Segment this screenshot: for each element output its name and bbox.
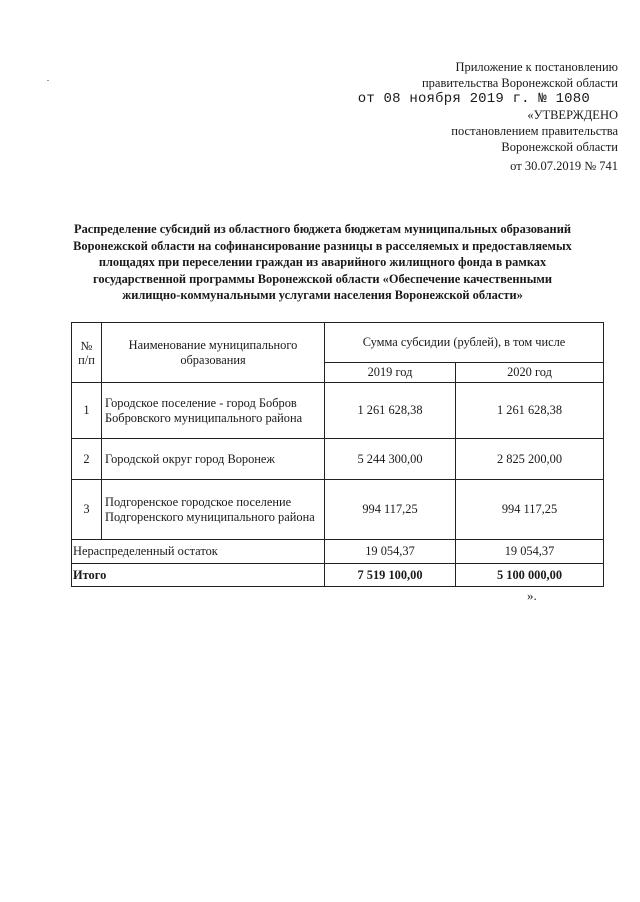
remainder-2019: 19 054,37 [325, 540, 456, 564]
total-row [72, 564, 604, 587]
header-municipality: Наименование муниципального образования [102, 323, 325, 383]
header-num: № п/п [72, 323, 102, 383]
remainder-row [72, 540, 604, 564]
total-2019: 7 519 100,00 [325, 564, 456, 587]
header-decree-date: от 08 ноября 2019 г. № 1080 [357, 91, 590, 107]
scan-speck [47, 80, 49, 81]
row-municipality: Подгоренское городское поселение Подгоренского муниципального района [102, 480, 325, 540]
row-municipality: Городской округ город Воронеж [102, 439, 325, 480]
header-government: правительства Воронежской области [421, 76, 618, 90]
row-sum-2019: 994 117,25 [325, 480, 456, 540]
remainder-label: Нераспределенный остаток [72, 540, 325, 564]
row-sum-2020: 2 825 200,00 [456, 439, 604, 480]
row-num: 3 [72, 480, 102, 540]
row-sum-2019: 5 244 300,00 [325, 439, 456, 480]
total-2020: 5 100 000,00 [456, 564, 604, 587]
row-municipality: Городское поселение - город Бобров Бобровского муниципального района [102, 383, 325, 439]
header-2019: 2019 год [325, 363, 456, 383]
table-header-row [72, 323, 604, 363]
header-approved: «УТВЕРЖДЕНО [527, 108, 618, 122]
table-row [72, 480, 604, 540]
row-sum-2020: 994 117,25 [456, 480, 604, 540]
document-title: Распределение субсидий из областного бюджета бюджетам муниципальных образований Воронежской области на софинансирование разницы в расселяемых и предоставляемых площадях при переселении граждан из аварийного жилищного фонда в рамках государственной программы Воронежской области «Обеспечение качественными жилищно-коммунальными услугами населения Воронежской области» [73, 222, 572, 302]
header-2020: 2020 год [456, 363, 604, 383]
row-sum-2020: 1 261 628,38 [456, 383, 604, 439]
header-original-decree: от 30.07.2019 № 741 [510, 159, 618, 173]
row-sum-2019: 1 261 628,38 [325, 383, 456, 439]
header-decree: постановлением правительства [451, 124, 618, 138]
closing-quote: ». [527, 588, 537, 603]
subsidy-table [71, 322, 604, 587]
row-num: 1 [72, 383, 102, 439]
table-row [72, 439, 604, 480]
header-subsidy-sum: Сумма субсидии (рублей), в том числе [325, 323, 604, 363]
row-num: 2 [72, 439, 102, 480]
total-label: Итого [72, 564, 325, 587]
table-row [72, 383, 604, 439]
header-appendix: Приложение к постановлению [455, 60, 618, 74]
remainder-2020: 19 054,37 [456, 540, 604, 564]
header-region: Воронежской области [501, 140, 618, 154]
